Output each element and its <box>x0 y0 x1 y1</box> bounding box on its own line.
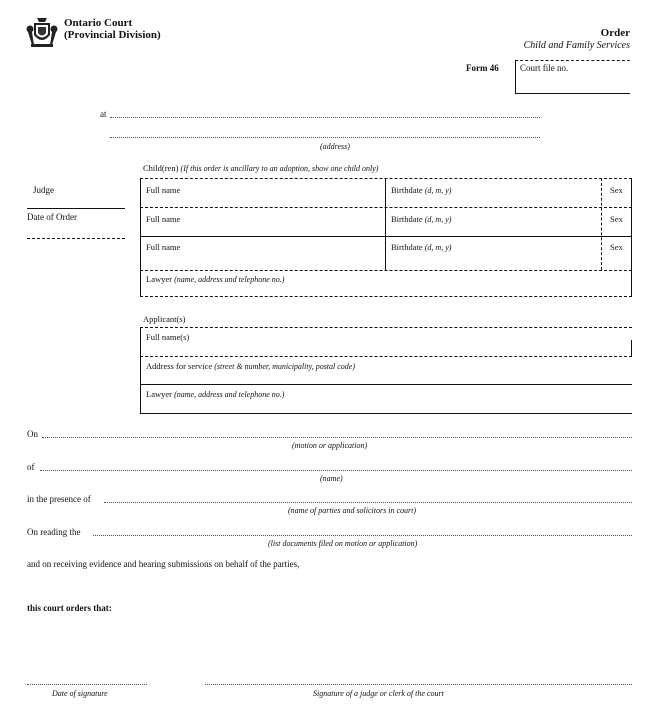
court-division: (Provincial Division) <box>64 29 161 41</box>
applicant-address[interactable]: Address for service (street & number, municipality, postal code) <box>146 361 356 371</box>
applicant-lawyer[interactable]: Lawyer (name, address and telephone no.) <box>146 389 285 399</box>
judge-label: Judge <box>33 185 54 195</box>
presence-caption: (name of parties and solicitors in court) <box>288 506 416 515</box>
at-label: at <box>100 109 107 119</box>
child-1-sex[interactable]: Sex <box>610 185 623 195</box>
signature-caption: Signature of a judge or clerk of the court <box>313 689 444 698</box>
reading-label: On reading the <box>27 527 81 537</box>
presence-label: in the presence of <box>27 494 91 504</box>
child-2-birthdate[interactable]: Birthdate (d, m, y) <box>391 214 452 224</box>
signature-field[interactable] <box>205 684 632 685</box>
court-file-field[interactable] <box>515 93 630 94</box>
name-caption: (name) <box>320 474 343 483</box>
address-field[interactable] <box>110 137 540 138</box>
location-field[interactable] <box>110 117 540 118</box>
form-number: Form 46 <box>466 63 499 73</box>
documents-caption: (list documents filed on motion or application) <box>268 539 418 548</box>
motion-caption: (motion or application) <box>292 441 368 450</box>
date-of-order-label: Date of Order <box>27 212 77 222</box>
child-3-full-name[interactable]: Full name <box>146 242 181 252</box>
judge-field[interactable] <box>27 208 125 209</box>
presence-field[interactable] <box>104 502 632 503</box>
child-1-birthdate[interactable]: Birthdate (d, m, y) <box>391 185 452 195</box>
children-heading: Child(ren) (If this order is ancillary to an adoption, show one child only) <box>143 163 379 173</box>
child-3-sex[interactable]: Sex <box>610 242 623 252</box>
applicants-heading: Applicant(s) <box>143 314 186 324</box>
applicant-full-name[interactable]: Full name(s) <box>146 332 190 342</box>
document-title: Order <box>600 27 630 39</box>
child-1-full-name[interactable]: Full name <box>146 185 181 195</box>
child-2-full-name[interactable]: Full name <box>146 214 181 224</box>
date-of-order-field[interactable] <box>27 238 125 239</box>
court-file-label: Court file no. <box>520 63 569 73</box>
of-label: of <box>27 462 35 472</box>
name-field[interactable] <box>40 470 632 471</box>
child-3-birthdate[interactable]: Birthdate (d, m, y) <box>391 242 452 252</box>
documents-field[interactable] <box>93 535 632 536</box>
date-of-signature-caption: Date of signature <box>52 689 108 698</box>
court-name: Ontario Court <box>64 17 133 29</box>
document-subtitle: Child and Family Services <box>523 40 630 51</box>
child-lawyer[interactable]: Lawyer (name, address and telephone no.) <box>146 274 285 284</box>
orders-heading: this court orders that: <box>27 603 112 613</box>
child-2-sex[interactable]: Sex <box>610 214 623 224</box>
ontario-coat-of-arms-icon <box>25 15 59 49</box>
on-label: On <box>27 429 38 439</box>
address-caption: (address) <box>320 142 350 151</box>
motion-field[interactable] <box>42 437 632 438</box>
evidence-text: and on receiving evidence and hearing submissions on behalf of the parties, <box>27 559 300 569</box>
date-of-signature-field[interactable] <box>27 684 147 685</box>
